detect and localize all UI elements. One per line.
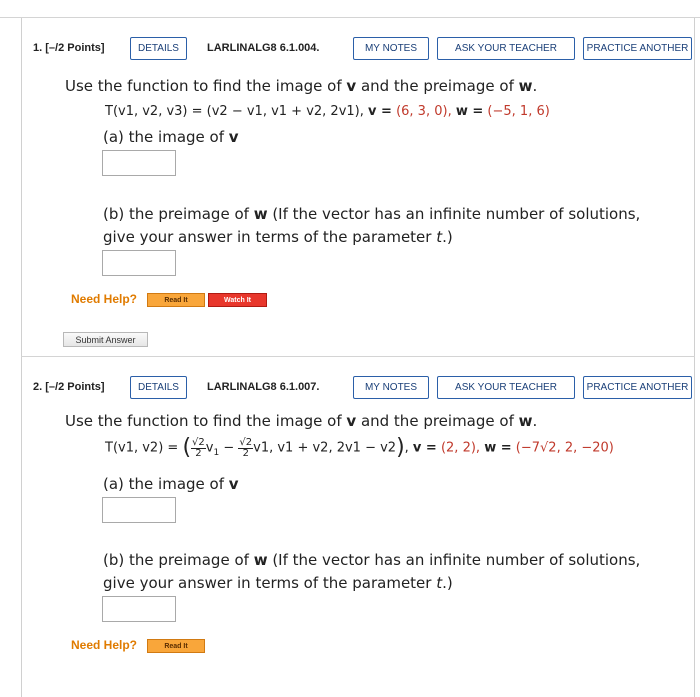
question-formula: T(v1, v2) = ( $\frac{√2}{2}$ $v_1$ − $\frac{√2}{2}$ v1, v1 + v2, 2v1 − v2), v = (2, 2), w = (−7√2, 2, −20) bbox=[105, 435, 614, 460]
need-help-label: Need Help? bbox=[71, 292, 138, 306]
v-label: v = bbox=[412, 440, 437, 456]
details-button[interactable]: DETAILS bbox=[130, 37, 187, 60]
question-2 bbox=[21, 357, 695, 697]
question-1 bbox=[21, 18, 695, 358]
v-value: (2, 2), bbox=[440, 440, 481, 456]
ask-teacher-button[interactable]: ASK YOUR TEACHER bbox=[437, 376, 575, 399]
part-a-answer-input[interactable] bbox=[102, 497, 176, 523]
w-value: (−7√2, 2, −20) bbox=[515, 440, 614, 456]
right-paren: ) bbox=[396, 435, 405, 460]
question-intro bbox=[65, 77, 537, 95]
question-intro bbox=[65, 412, 537, 430]
details-button[interactable]: DETAILS bbox=[130, 376, 187, 399]
submit-answer-button[interactable]: Submit Answer bbox=[63, 332, 148, 347]
question-intro-text: Use the function to find the image of v and the preimage of w. bbox=[65, 77, 538, 95]
practice-another-button[interactable]: PRACTICE ANOTHER bbox=[583, 376, 692, 399]
w-value: (−5, 1, 6) bbox=[487, 104, 550, 119]
part-b-answer-input[interactable] bbox=[102, 596, 176, 622]
my-notes-button[interactable]: MY NOTES bbox=[353, 37, 429, 60]
left-paren: ( bbox=[182, 435, 192, 460]
w-label: w = bbox=[455, 104, 484, 119]
question-code: LARLINALG8 6.1.004. bbox=[207, 42, 320, 54]
question-1-number: 1. [–/2 Points] bbox=[33, 42, 105, 54]
question-intro-text: Use the function to find the image of v and the preimage of w. bbox=[65, 412, 538, 430]
read-it-button[interactable]: Read It bbox=[147, 293, 205, 307]
question-2-header bbox=[22, 357, 696, 417]
question-formula bbox=[105, 104, 550, 119]
my-notes-button[interactable]: MY NOTES bbox=[353, 376, 429, 399]
fraction-2: $\frac{√2}{2}$ bbox=[239, 436, 253, 459]
formula-lhs: T(v1, v2) = bbox=[105, 440, 179, 456]
ask-teacher-button[interactable]: ASK YOUR TEACHER bbox=[437, 37, 575, 60]
question-2-number: 2. [–/2 Points] bbox=[33, 381, 105, 393]
question-1-header bbox=[22, 18, 696, 78]
part-b-label-line2: give your answer in terms of the parameter t.) bbox=[103, 574, 453, 592]
v-value: (6, 3, 0), bbox=[396, 104, 452, 119]
part-b-label-line1: (b) the preimage of w (If the vector has an infinite number of solutions, bbox=[103, 551, 641, 569]
formula-lhs: T(v1, v2, v3) = (v2 − v1, v1 + v2, 2v1), bbox=[105, 104, 364, 119]
part-b-answer-input[interactable] bbox=[102, 250, 176, 276]
part-a-label: (a) the image of v bbox=[103, 128, 239, 146]
need-help-label: Need Help? bbox=[71, 638, 138, 652]
v-label: v = bbox=[368, 104, 392, 119]
w-label: w = bbox=[484, 440, 512, 456]
part-b-label-line1: (b) the preimage of w (If the vector has an infinite number of solutions, bbox=[103, 205, 641, 223]
part-a-label: (a) the image of v bbox=[103, 475, 239, 493]
watch-it-button[interactable]: Watch It bbox=[208, 293, 267, 307]
fraction-1: $\frac{√2}{2}$ bbox=[192, 436, 205, 459]
read-it-button[interactable]: Read It bbox=[147, 639, 205, 653]
formula-rest: v1, v1 + v2, 2v1 − v2 bbox=[253, 440, 397, 456]
part-a-answer-input[interactable] bbox=[102, 150, 176, 176]
practice-another-button[interactable]: PRACTICE ANOTHER bbox=[583, 37, 692, 60]
question-code: LARLINALG8 6.1.007. bbox=[207, 381, 320, 393]
part-b-label-line2: give your answer in terms of the parameter t.) bbox=[103, 228, 453, 246]
